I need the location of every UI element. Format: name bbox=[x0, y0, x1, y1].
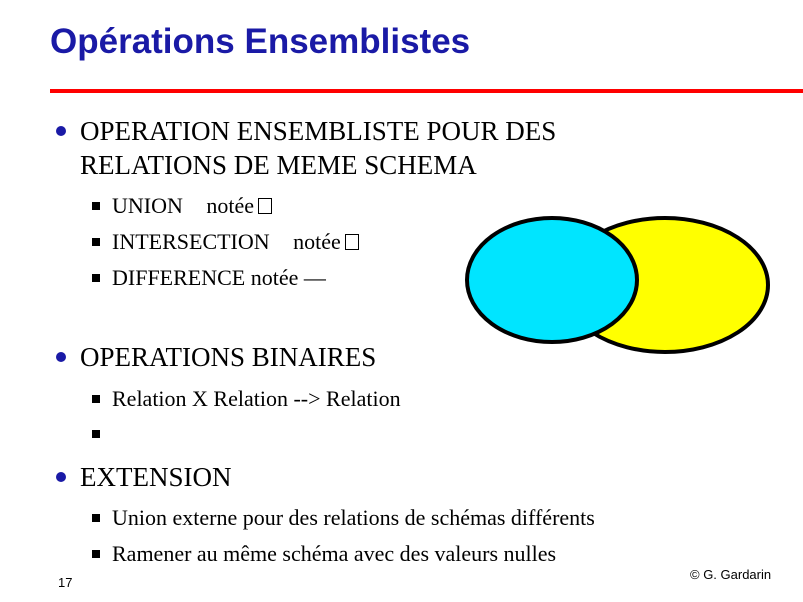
page-number: 17 bbox=[58, 575, 73, 590]
sub-bullet bbox=[92, 550, 100, 558]
sub-bullet bbox=[92, 430, 100, 438]
section-bullet bbox=[56, 352, 66, 362]
sub-bullet bbox=[92, 274, 100, 282]
title-underline bbox=[50, 89, 803, 93]
item-suffix: notée bbox=[206, 193, 255, 218]
venn-diagram bbox=[455, 190, 785, 360]
section-heading-line: OPERATIONS BINAIRES bbox=[80, 342, 377, 372]
section-heading-line: RELATIONS DE MEME SCHEMA bbox=[80, 150, 477, 180]
sub-bullet bbox=[92, 238, 100, 246]
section-heading-line: OPERATION ENSEMBLISTE POUR DES bbox=[80, 116, 557, 146]
list-item: Union externe pour des relations de schémas différents bbox=[112, 505, 595, 530]
item-suffix: notée bbox=[293, 229, 341, 254]
sub-bullet bbox=[92, 202, 100, 210]
copyright: © G. Gardarin bbox=[690, 567, 772, 582]
list-item bbox=[112, 193, 272, 219]
slide-title: Opérations Ensemblistes bbox=[50, 22, 471, 61]
section-heading-line: EXTENSION bbox=[80, 462, 232, 492]
list-item: DIFFERENCE notée — bbox=[112, 265, 326, 290]
intersection-symbol-icon bbox=[345, 234, 359, 250]
sub-bullet bbox=[92, 395, 100, 403]
list-item: Relation X Relation --> Relation bbox=[112, 386, 401, 411]
item-label: UNION bbox=[112, 193, 183, 218]
item-label: INTERSECTION bbox=[112, 229, 270, 254]
section-bullet bbox=[56, 126, 66, 136]
set-a-ellipse bbox=[467, 218, 637, 342]
list-item: Ramener au même schéma avec des valeurs nulles bbox=[112, 541, 557, 566]
list-item bbox=[112, 229, 359, 255]
section-bullet bbox=[56, 472, 66, 482]
sub-bullet bbox=[92, 514, 100, 522]
union-symbol-icon bbox=[258, 198, 272, 214]
